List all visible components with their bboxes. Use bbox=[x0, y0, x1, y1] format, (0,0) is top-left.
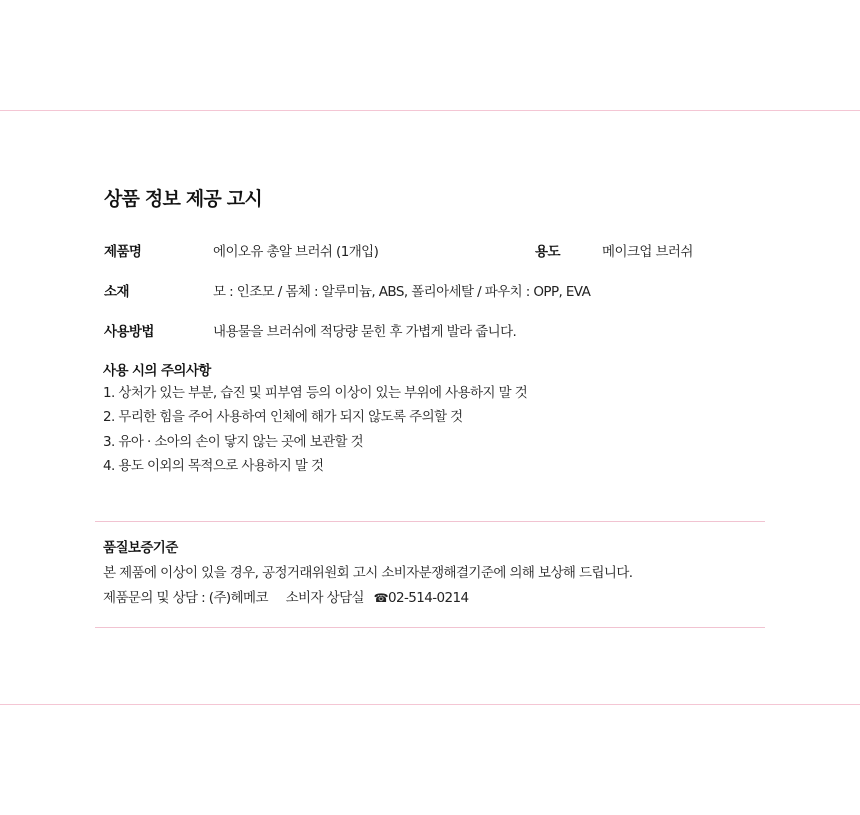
caution-item: 2. 무리한 힘을 주어 사용하여 인체에 해가 되지 않도록 주의할 것 bbox=[103, 409, 463, 426]
caution-section bbox=[103, 361, 527, 480]
phone-number: 02-514-0214 bbox=[388, 590, 469, 606]
caution-item: 1. 상처가 있는 부분, 습진 및 피부염 등의 이상이 있는 부위에 사용하지 말 것 bbox=[103, 385, 528, 401]
quality-title: 품질보증기준 bbox=[103, 540, 178, 556]
quality-top-divider bbox=[95, 521, 765, 522]
quality-bottom-divider bbox=[95, 627, 765, 628]
method-label: 사용방법 bbox=[104, 324, 154, 340]
caution-item: 4. 용도 이외의 목적으로 사용하지 말 것 bbox=[103, 457, 324, 474]
method-value: 내용물을 브러쉬에 적당량 묻힌 후 가볍게 발라 줍니다. bbox=[213, 324, 517, 340]
top-divider bbox=[0, 110, 860, 111]
caution-item: 3. 유아 · 소아의 손이 닿지 않는 곳에 보관할 것 bbox=[103, 433, 364, 450]
usage-value: 메이크업 브러쉬 bbox=[602, 244, 693, 260]
caution-title: 사용 시의 주의사항 bbox=[103, 363, 211, 379]
material-value: 모 : 인조모 / 몸체 : 알루미늄, ABS, 폴리아세탈 / 파우치 : OPP, EVA bbox=[213, 284, 591, 300]
contact-line bbox=[103, 588, 633, 613]
phone-icon: ☎ bbox=[373, 591, 389, 605]
bottom-divider bbox=[0, 704, 860, 705]
product-name-value: 에이오유 총알 브러쉬 (1개입) bbox=[213, 244, 379, 260]
product-name-label: 제품명 bbox=[104, 244, 142, 260]
usage-label: 용도 bbox=[535, 244, 560, 260]
page-title: 상품 정보 제공 고시 bbox=[104, 188, 262, 210]
consumer-center-label: 소비자 상담실 bbox=[285, 590, 364, 606]
quality-statement: 본 제품에 이상이 있을 경우, 공정거래위원회 고시 소비자분쟁해결기준에 의해 보상해 드립니다. bbox=[103, 565, 633, 581]
quality-section bbox=[103, 538, 633, 613]
inquiry-text: 제품문의 및 상담 : (주)헤메코 bbox=[103, 590, 268, 606]
material-label: 소재 bbox=[104, 284, 129, 300]
